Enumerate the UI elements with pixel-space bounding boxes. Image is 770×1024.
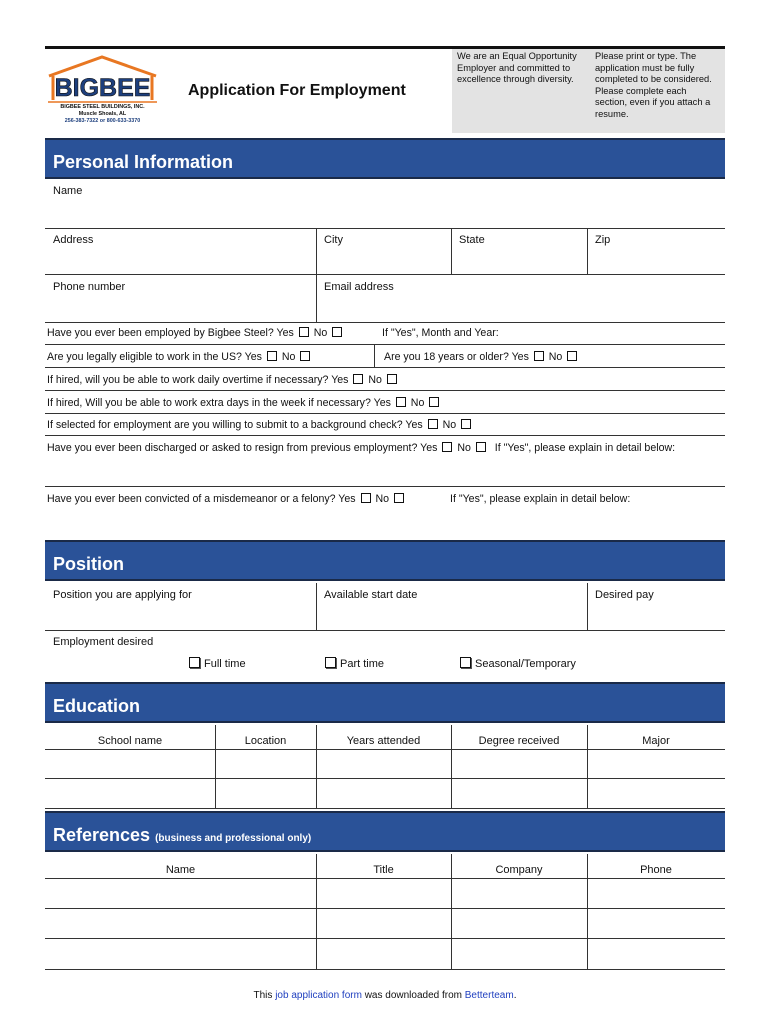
edu-col-school: School name [97, 735, 163, 747]
email-label: Email address [324, 281, 394, 293]
employment-desired-label: Employment desired [53, 636, 154, 648]
position-applying-field[interactable] [45, 604, 316, 630]
no-label: No [548, 351, 563, 363]
q-extra-days-no-checkbox[interactable] [429, 397, 439, 407]
q-extra-days-yes-checkbox[interactable] [396, 397, 406, 407]
q-overtime-yes-checkbox[interactable] [353, 374, 363, 384]
discharged-explain-field[interactable] [45, 458, 725, 486]
personal-section-title: Personal Information [53, 152, 234, 172]
footer-middle: was downloaded from [364, 990, 462, 1001]
seasonal-label: Seasonal/Temporary [475, 658, 576, 670]
full-time-label: Full time [204, 658, 246, 670]
q-discharged [47, 442, 675, 454]
company-phone: 256-383-7322 or 800-633-3370 [64, 118, 141, 124]
no-label: No [368, 374, 382, 386]
state-field[interactable] [452, 248, 587, 274]
q-background-text: If selected for employment are you willing to submit to a background check? Yes [47, 419, 423, 431]
q-18-no-checkbox[interactable] [567, 351, 577, 361]
footer-suffix: . [513, 990, 517, 1001]
q-discharged-text: Have you ever been discharged or asked to resign from previous employment? Yes [47, 442, 438, 454]
q-extra-days-text: If hired, Will you be able to work extra days in the week if necessary? Yes [47, 397, 391, 409]
q-discharged-explain: If "Yes", please explain in detail below: [494, 442, 676, 454]
eoe-statement: We are an Equal Opportunity Employer and committed to excellence through diversity. [457, 51, 577, 85]
edu-col-major: Major [642, 735, 670, 747]
q-employed-yes-checkbox[interactable] [299, 327, 309, 337]
education-section-header [45, 682, 725, 723]
phone-field[interactable] [45, 296, 316, 322]
no-label: No [442, 419, 457, 431]
q-discharged-no-checkbox[interactable] [476, 442, 486, 452]
q-18-yes-checkbox[interactable] [534, 351, 544, 361]
company-logo [45, 54, 160, 126]
q-eligible-text: Are you legally eligible to work in the US? Yes [47, 351, 262, 363]
phone-label: Phone number [53, 281, 126, 293]
table-row[interactable] [45, 779, 725, 808]
seasonal-checkbox[interactable] [460, 657, 471, 668]
table-row[interactable] [45, 939, 725, 969]
q-employed-no-checkbox[interactable] [332, 327, 342, 337]
job-application-form-link[interactable]: job application form [275, 990, 362, 1001]
q-eligible-yes-checkbox[interactable] [267, 351, 277, 361]
company-location: Muscle Shoals, AL [78, 111, 127, 117]
full-time-checkbox[interactable] [189, 657, 200, 668]
q-overtime-no-checkbox[interactable] [387, 374, 397, 384]
desired-pay-field[interactable] [588, 604, 725, 630]
instructions-text: Please print or type. The application must be fully completed to be considered. Please complete each section, even if you attach a resume. [595, 51, 712, 119]
q-employed-if: If "Yes", Month and Year: [382, 327, 499, 339]
references-section-title [53, 825, 311, 846]
name-label: Name [53, 185, 83, 197]
address-field[interactable] [45, 248, 316, 274]
q-overtime-text: If hired, will you be able to work daily overtime if necessary? Yes [47, 374, 349, 386]
city-field[interactable] [317, 248, 451, 274]
q-extra-days [47, 397, 441, 409]
start-date-label: Available start date [324, 589, 418, 601]
q-convicted-yes-checkbox[interactable] [361, 493, 371, 503]
q-convicted-text: Have you ever been convicted of a misdemeanor or a felony? Yes [47, 493, 356, 505]
references-title-text: References [53, 825, 151, 845]
part-time-checkbox[interactable] [325, 657, 336, 668]
education-section-title: Education [53, 696, 141, 716]
betterteam-link[interactable]: Betterteam [464, 990, 514, 1001]
references-subtitle: (business and professional only) [155, 833, 312, 844]
no-label: No [410, 397, 425, 409]
email-field[interactable] [317, 296, 725, 322]
ref-col-company: Company [495, 864, 543, 876]
position-section-title: Position [53, 554, 124, 574]
q-discharged-yes-checkbox[interactable] [442, 442, 452, 452]
q-overtime [47, 374, 399, 386]
footer-prefix: This [253, 990, 273, 1001]
q-convicted-no-checkbox[interactable] [394, 493, 404, 503]
page-title: Application For Employment [188, 82, 406, 99]
q-background-yes-checkbox[interactable] [428, 419, 438, 429]
footer-note [0, 990, 770, 1001]
references-section-header [45, 811, 725, 852]
no-label: No [313, 327, 328, 339]
q-employed [47, 327, 344, 339]
edu-col-location: Location [244, 735, 287, 747]
q-background-no-checkbox[interactable] [461, 419, 471, 429]
city-label: City [324, 234, 343, 246]
address-label: Address [53, 234, 94, 246]
part-time-label: Part time [340, 658, 385, 670]
table-row[interactable] [45, 879, 725, 908]
edu-col-degree: Degree received [478, 735, 560, 747]
q-eligible-no-checkbox[interactable] [300, 351, 310, 361]
no-label: No [457, 442, 471, 454]
q-18 [384, 351, 579, 363]
ref-col-name: Name [165, 864, 196, 876]
q-employed-text: Have you ever been employed by Bigbee Steel? Yes [47, 327, 294, 339]
logo-house-icon [45, 54, 160, 104]
ref-col-phone: Phone [640, 864, 672, 876]
zip-label: Zip [595, 234, 611, 246]
zip-field[interactable] [588, 248, 725, 274]
table-row[interactable] [45, 750, 725, 778]
convicted-explain-field[interactable] [45, 508, 725, 538]
position-section-header [45, 540, 725, 581]
personal-section-header [45, 138, 725, 179]
company-name: BIGBEE STEEL BUILDINGS, INC. [60, 104, 145, 110]
q-convicted-explain: If "Yes", please explain in detail below: [450, 493, 631, 505]
name-field[interactable] [45, 200, 725, 228]
desired-pay-label: Desired pay [595, 589, 654, 601]
q-eligible [47, 351, 312, 363]
ref-col-title: Title [373, 864, 394, 876]
no-label: No [281, 351, 296, 363]
position-applying-label: Position you are applying for [53, 589, 192, 601]
table-row[interactable] [45, 909, 725, 938]
edu-col-years: Years attended [346, 735, 421, 747]
q-18-text: Are you 18 years or older? Yes [384, 351, 529, 363]
start-date-field[interactable] [317, 604, 587, 630]
q-convicted [47, 493, 406, 505]
logo-text: BIGBEE [54, 74, 151, 102]
no-label: No [375, 493, 390, 505]
state-label: State [459, 234, 485, 246]
q-background [47, 419, 473, 431]
